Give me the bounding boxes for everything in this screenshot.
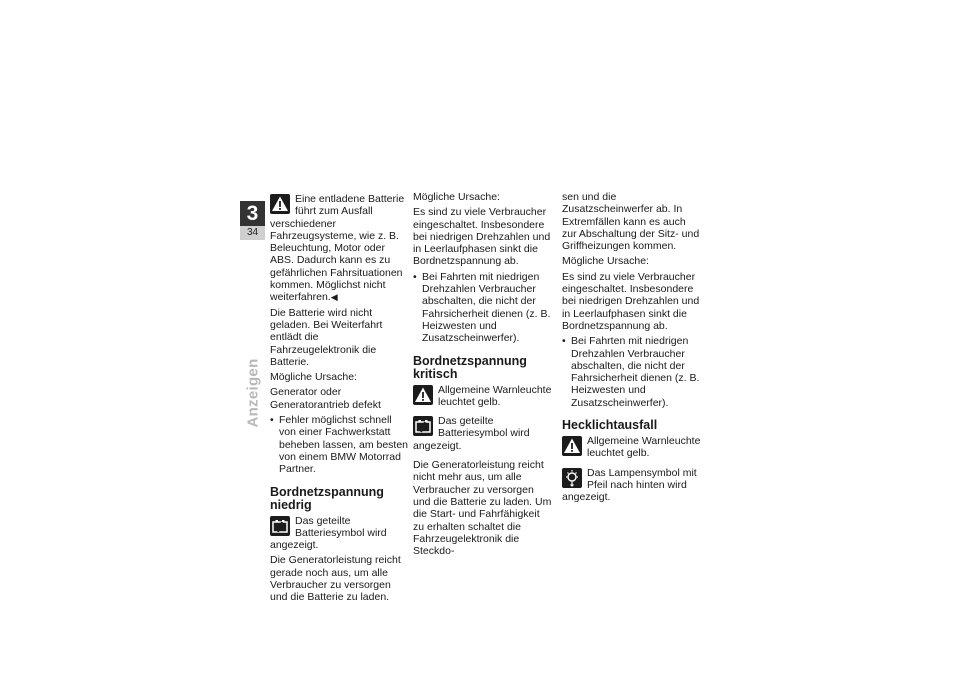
paragraph: Es sind zu viele Verbraucher eingeschaltet. Insbesondere bei niedrigen Drehzahlen und in Leerlaufphasen sinkt die Bordnetzspannung ab. (562, 270, 700, 332)
warning-triangle-icon (270, 194, 290, 214)
end-mark: ◀ (330, 292, 338, 303)
icon-description: Das Lampensymbol mit Pfeil nach hinten wird angezeigt. (562, 466, 697, 504)
cause-label: Mögliche Ursache: (562, 255, 649, 268)
icon-block (413, 384, 553, 412)
icon-block (270, 515, 410, 552)
warning-triangle-icon (562, 436, 582, 456)
text-column-3 (562, 191, 702, 507)
bullet-item: • Bei Fahrten mit niedrigen Drehzahlen Verbraucher abschalten, die nicht der Fahrsicherheit dienen (z. B. Heizwesten und Zusatzscheinwerfer). (413, 271, 553, 345)
cause-label: Mögliche Ursache: (413, 191, 500, 203)
split-battery-icon (413, 416, 433, 436)
paragraph: Es sind zu viele Verbraucher eingeschaltet. Insbesondere bei niedrigen Drehzahlen und in Leerlaufphasen sinkt die Bordnetzspannung ab. (413, 206, 551, 268)
text-column-1 (270, 191, 410, 607)
section-heading: Bordnetzspannung niedrig (270, 484, 384, 512)
split-battery-icon (270, 516, 290, 536)
text-column-2 (413, 191, 553, 560)
paragraph: Die Batterie wird nicht geladen. Bei Weiterfahrt entlädt die Fahrzeugelektronik die Batterie. (270, 306, 383, 368)
warning-text: Eine entladene Batterie führt zum Ausfall verschiedener Fahrzeugsysteme, wie z. B. Beleuchtung, Motor oder ABS. Dadurch kann es zu gefährlichen Fahrsituationen kommen. Möglichst nicht weiterfahren.◀ (270, 193, 405, 304)
paragraph: Die Generatorleistung reicht gerade noch aus, um alle Verbraucher zu versorgen und die Batterie zu laden. (270, 554, 401, 604)
icon-description: Allgemeine Warnleuchte leuchtet gelb. (587, 435, 701, 460)
paragraph: Generator oder Generatorantrieb defekt (270, 386, 381, 411)
paragraph: sen und die Zusatzscheinwerfer ab. In Extremfällen kann es auch zur Abschaltung der Sitz- und Griffheizungen kommen. (562, 191, 700, 253)
icon-description: Das geteilte Batteriesymbol wird angezeigt. (413, 415, 530, 452)
icon-description: Das geteilte Batteriesymbol wird angezeigt. (270, 514, 387, 552)
cause-label: Mögliche Ursache: (270, 371, 357, 384)
warning-triangle-icon (413, 385, 433, 405)
paragraph: Die Generatorleistung reicht nicht mehr aus, um alle Verbraucher zu versorgen und die Batterie zu laden. Um die Start- und Fahrfähigkeit zu erhalten schaltet die Fahrzeugelektronik die Steckdo- (413, 459, 552, 558)
page-number: 34 (240, 226, 265, 240)
icon-block (562, 435, 702, 463)
icon-description: Allgemeine Warnleuchte leuchtet gelb. (438, 383, 552, 408)
section-side-label-text: Anzeigen (244, 358, 262, 428)
warning-block (270, 193, 410, 304)
rear-lamp-icon (562, 468, 582, 488)
chapter-number: 3 (240, 201, 265, 226)
bullet-item: • Bei Fahrten mit niedrigen Drehzahlen Verbraucher abschalten, die nicht der Fahrsicherheit dienen (z. B. Heizwesten und Zusatzscheinwerfer). (562, 335, 702, 409)
icon-block (562, 467, 702, 504)
section-heading: Bordnetzspannung kritisch (413, 353, 527, 381)
bullet-item: • Fehler möglichst schnell von einer Fachwerkstatt beheben lassen, am besten von einem BMW Motorrad Partner. (270, 414, 410, 475)
section-heading: Hecklichtausfall (562, 418, 658, 433)
chapter-tab (240, 201, 265, 241)
icon-block (413, 415, 553, 455)
section-side-label (243, 343, 263, 443)
